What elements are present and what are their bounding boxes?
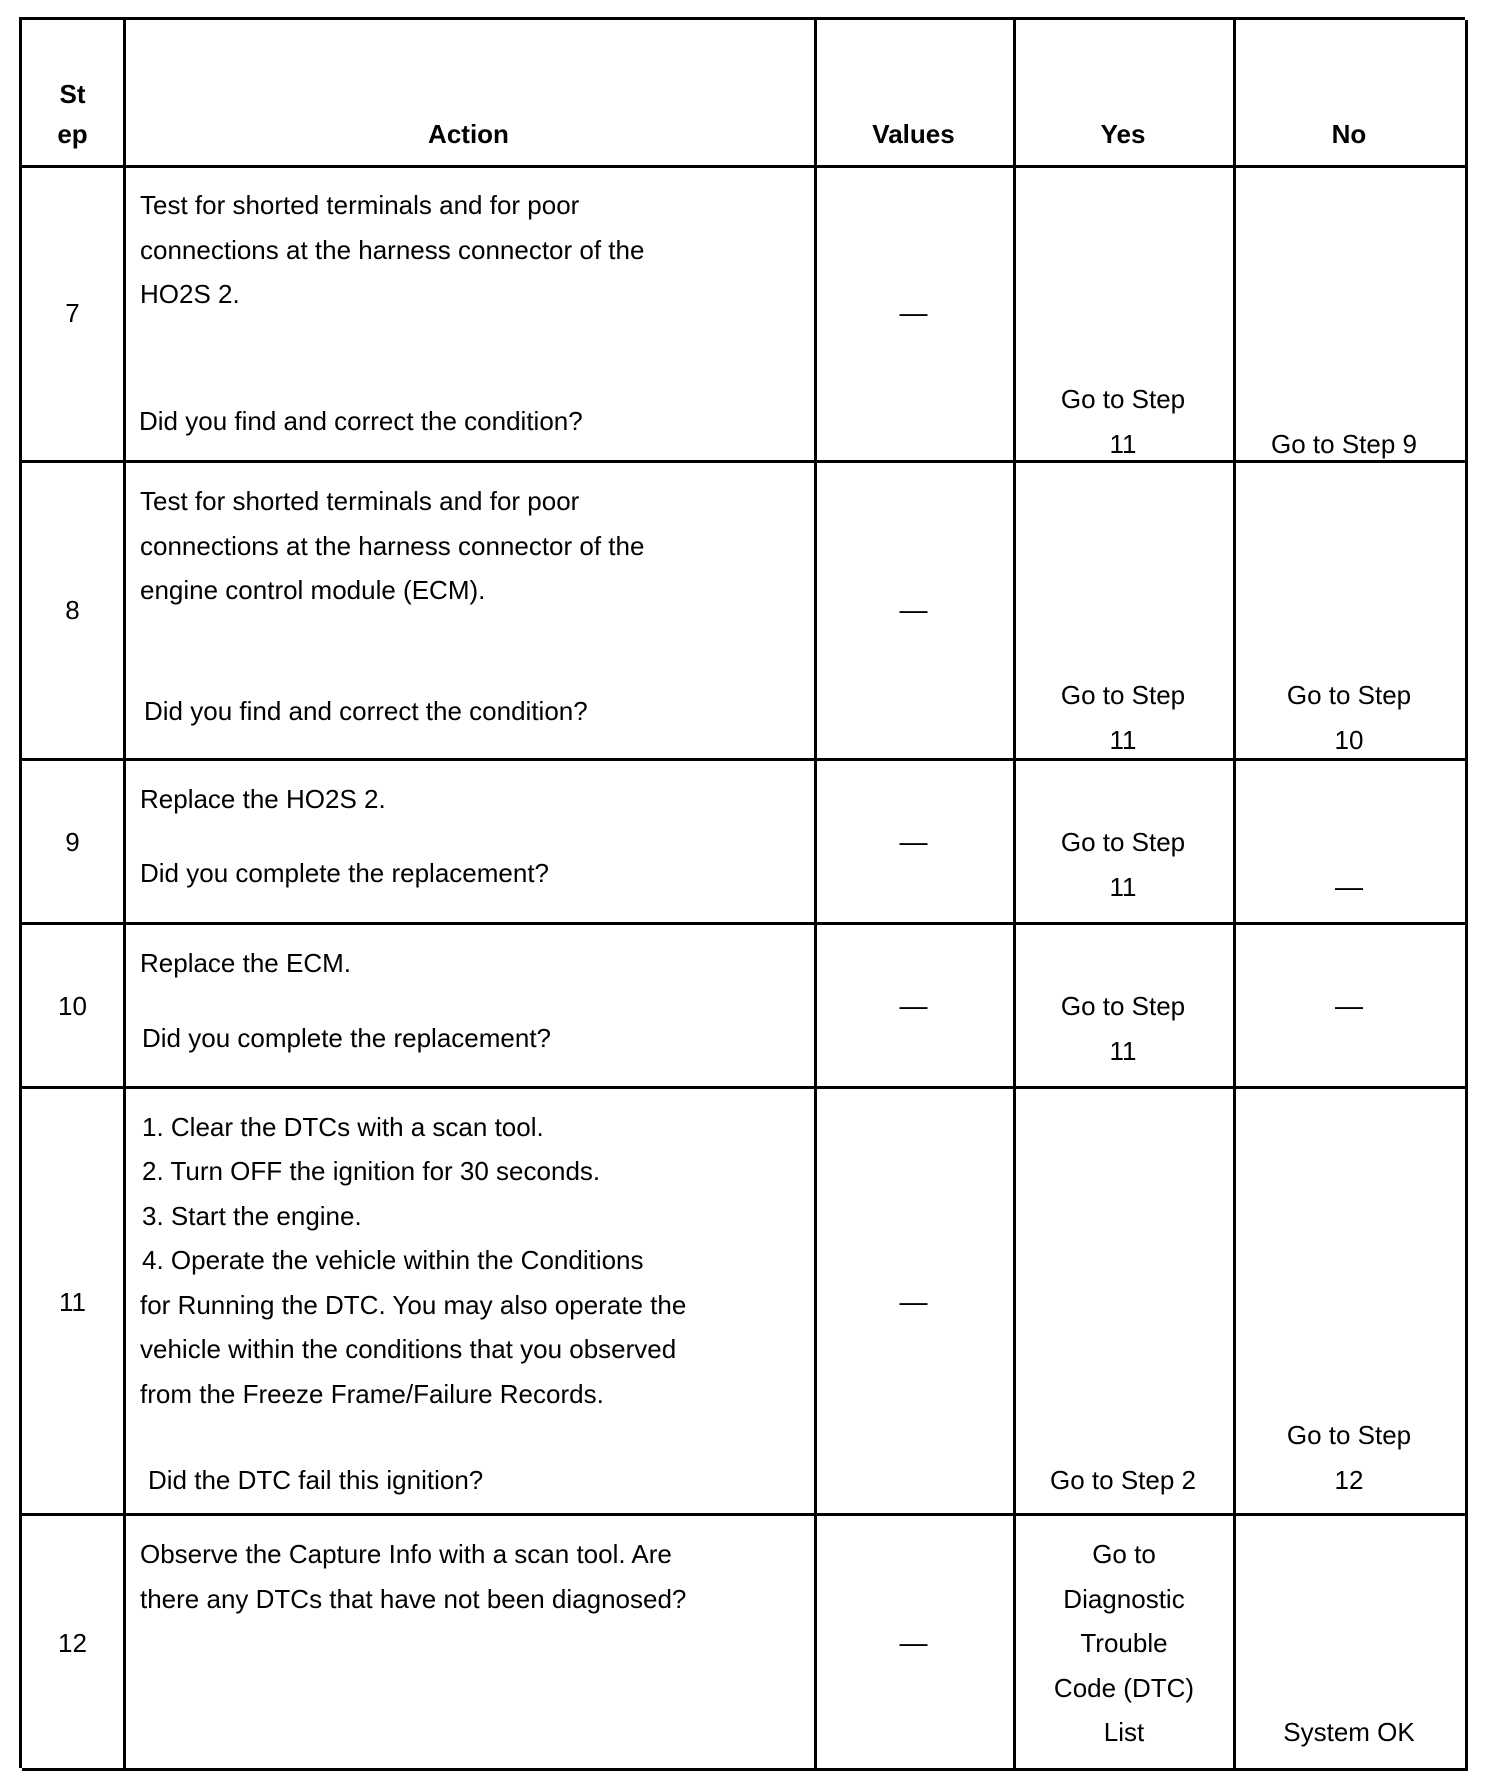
header-values: Values	[872, 119, 955, 149]
question-text: Did the DTC fail this ignition?	[148, 1465, 484, 1495]
action-text: Test for shorted terminals and for poor	[140, 486, 580, 516]
no-text: Go to Step	[1286, 680, 1412, 710]
question-text: Did you complete the replacement?	[140, 858, 550, 888]
yes-text: Go to Step 2	[1050, 1465, 1196, 1495]
no-text: System OK	[1283, 1717, 1415, 1747]
yes-text: Go to	[1092, 1539, 1156, 1569]
step-number: 7	[65, 298, 80, 328]
action-text: for Running the DTC. You may also operate the	[140, 1290, 687, 1320]
step-number: 9	[65, 827, 80, 857]
values-text: —	[899, 594, 928, 625]
no-text: Go to Step	[1286, 1420, 1412, 1450]
action-text: from the Freeze Frame/Failure Records.	[140, 1379, 604, 1409]
step-number: 12	[58, 1628, 87, 1658]
action-text: 1. Clear the DTCs with a scan tool.	[142, 1112, 544, 1142]
no-text: —	[1335, 871, 1363, 902]
action-text: 3. Start the engine.	[142, 1201, 362, 1231]
yes-text: Diagnostic	[1063, 1584, 1185, 1614]
no-text: 12	[1334, 1465, 1364, 1495]
yes-text: Go to Step	[1060, 384, 1186, 414]
no-text: Go to Step 9	[1271, 429, 1417, 459]
yes-text: 11	[1109, 872, 1137, 902]
header-step-line-2: ep	[57, 119, 88, 149]
values-text: —	[899, 1627, 928, 1658]
yes-text: 11	[1109, 725, 1137, 755]
step-number: 8	[65, 595, 80, 625]
values-text: —	[899, 990, 928, 1021]
yes-text: Trouble	[1080, 1628, 1168, 1658]
action-text: HO2S 2.	[140, 279, 240, 309]
yes-text: 11	[1109, 1036, 1137, 1066]
action-text: vehicle within the conditions that you observed	[140, 1334, 677, 1364]
yes-text: 11	[1109, 429, 1137, 459]
question-text: Did you find and correct the condition?	[144, 696, 588, 726]
action-text: 4. Operate the vehicle within the Conditions	[142, 1245, 644, 1275]
yes-text: List	[1103, 1717, 1145, 1747]
values-text: —	[899, 297, 928, 328]
header-no: No	[1331, 119, 1367, 149]
no-text: —	[1335, 990, 1363, 1021]
action-text: Replace the ECM.	[140, 948, 351, 978]
header-yes: Yes	[1100, 119, 1146, 149]
values-text: —	[899, 826, 928, 857]
step-number: 10	[58, 991, 87, 1021]
question-text: Did you find and correct the condition?	[139, 406, 583, 436]
yes-text: Go to Step	[1060, 827, 1186, 857]
question-text: Did you complete the replacement?	[142, 1023, 552, 1053]
action-text: 2. Turn OFF the ignition for 30 seconds.	[142, 1156, 601, 1186]
action-text: Test for shorted terminals and for poor	[140, 190, 580, 220]
header-step-line-1: St	[59, 79, 86, 109]
step-number: 11	[59, 1287, 86, 1317]
action-text: there any DTCs that have not been diagnosed?	[140, 1584, 687, 1614]
action-text: Observe the Capture Info with a scan tool. Are	[140, 1539, 672, 1569]
values-text: —	[899, 1286, 928, 1317]
yes-cell	[1013, 1086, 1236, 1516]
action-text: connections at the harness connector of the	[140, 531, 645, 561]
no-cell	[1233, 165, 1468, 463]
action-text: Replace the HO2S 2.	[140, 784, 386, 814]
yes-text: Go to Step	[1060, 991, 1186, 1021]
header-action: Action	[428, 119, 509, 149]
action-text: connections at the harness connector of the	[140, 235, 645, 265]
yes-text: Code (DTC)	[1053, 1673, 1195, 1703]
no-text: 10	[1334, 725, 1364, 755]
diagnostic-table	[19, 17, 1465, 1768]
action-text: engine control module (ECM).	[140, 575, 486, 605]
yes-text: Go to Step	[1060, 680, 1186, 710]
